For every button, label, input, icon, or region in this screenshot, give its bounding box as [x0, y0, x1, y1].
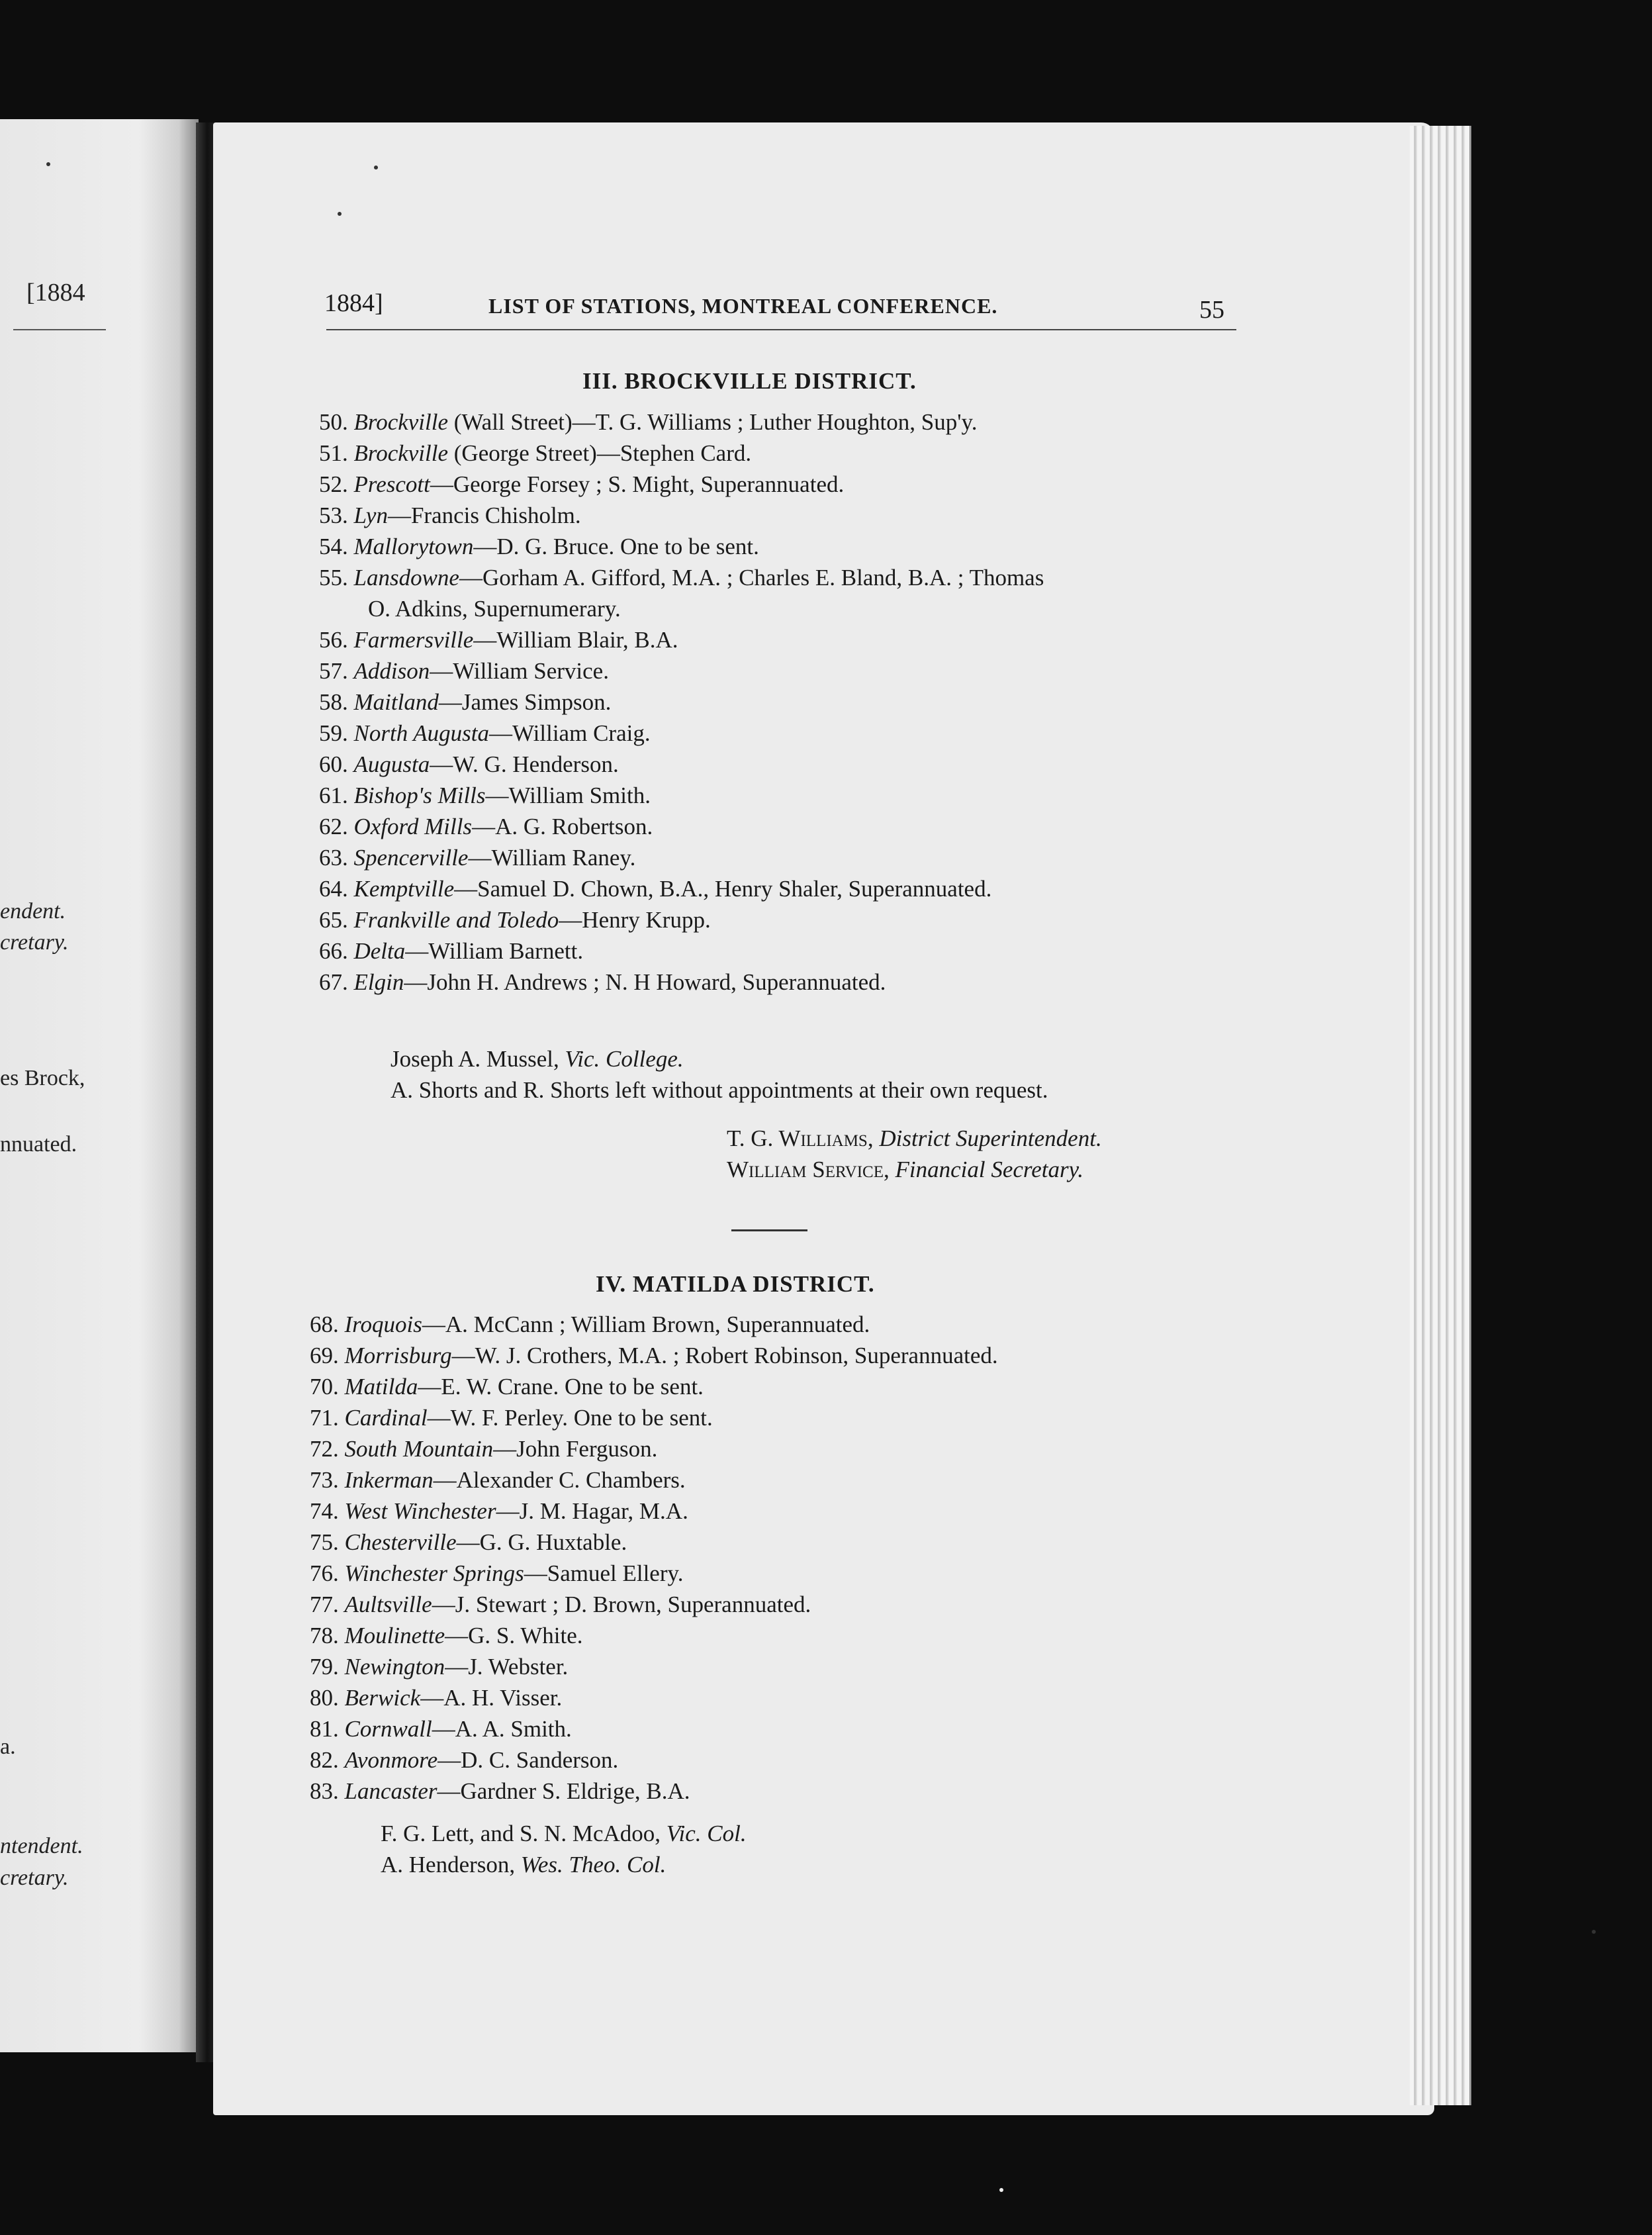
station-entry: [319, 812, 653, 842]
signature-superintendent: T. G. Williams, District Superintendent.: [727, 1125, 1102, 1151]
note-college: Wes. Theo. Col.: [520, 1852, 666, 1878]
station-entry: [319, 532, 759, 562]
scan-speck: [374, 166, 378, 169]
entry-number: 64.: [319, 876, 348, 902]
station-entry: [310, 1621, 583, 1651]
station-appointments: —G. G. Huxtable.: [456, 1529, 627, 1555]
station-appointments: —William Barnett.: [405, 938, 584, 964]
station-entry: [310, 1372, 704, 1402]
entry-number: 63.: [319, 845, 348, 871]
station-appointments: —William Blair, B.A.: [473, 627, 678, 653]
station-appointments: —Alexander C. Chambers.: [433, 1467, 686, 1493]
entry-number: 54.: [319, 534, 348, 559]
station-appointments: —Francis Chisholm.: [387, 502, 581, 528]
signature-name: T. G. Williams: [727, 1125, 868, 1151]
entry-number: 75.: [310, 1529, 339, 1555]
station-name: Addison: [353, 658, 430, 684]
station-entry: [319, 438, 751, 469]
entry-number: 55.: [319, 565, 348, 591]
station-name: Maitland: [353, 689, 439, 715]
station-entry: [310, 1683, 562, 1713]
station-appointments: —Samuel Ellery.: [524, 1560, 684, 1586]
signature-secretary: William Service, Financial Secretary.: [727, 1157, 1083, 1182]
station-appointments: —D. C. Sanderson.: [437, 1747, 619, 1773]
entry-number: 83.: [310, 1778, 339, 1804]
note-college: Vic. Col.: [666, 1821, 747, 1846]
station-appointments: —J. M. Hagar, M.A.: [496, 1498, 688, 1524]
station-name: Mallorytown: [353, 534, 474, 559]
entry-number: 65.: [319, 907, 348, 933]
entry-number: 62.: [319, 814, 348, 839]
station-name: Newington: [344, 1654, 445, 1680]
district-heading: IV. MATILDA DISTRICT.: [596, 1271, 875, 1297]
station-name: Moulinette: [344, 1623, 445, 1648]
entry-number: 80.: [310, 1685, 339, 1711]
station-entry: [319, 625, 678, 655]
entry-number: 82.: [310, 1747, 339, 1773]
running-title: LIST OF STATIONS, MONTREAL CONFERENCE.: [488, 294, 998, 318]
station-name: Inkerman: [344, 1467, 434, 1493]
station-entry: [310, 1590, 811, 1620]
appointment-note: A. Shorts and R. Shorts left without appointments at their own request.: [390, 1077, 1048, 1103]
station-entry: [310, 1465, 686, 1496]
district-heading: III. BROCKVILLE DISTRICT.: [582, 368, 917, 394]
station-name: Augusta: [353, 751, 430, 777]
entry-number: 79.: [310, 1654, 339, 1680]
station-entry: [319, 967, 886, 998]
station-name: North Augusta: [353, 720, 490, 746]
station-appointments: —A. G. Robertson.: [472, 814, 653, 839]
station-appointments: —A. H. Visser.: [420, 1685, 563, 1711]
station-appointments: —G. S. White.: [445, 1623, 583, 1648]
entry-number: 51.: [319, 440, 348, 466]
station-appointments: —James Simpson.: [438, 689, 612, 715]
entry-number: 69.: [310, 1343, 339, 1368]
entry-number: 61.: [319, 783, 348, 808]
section-divider: [731, 1229, 807, 1231]
entry-number: 66.: [319, 938, 348, 964]
station-entry: [319, 718, 651, 749]
note-college: Vic. College.: [565, 1046, 684, 1072]
station-name: Kemptville: [353, 876, 455, 902]
college-note: [381, 1852, 666, 1878]
station-appointments: —William Craig.: [489, 720, 651, 746]
entry-number: 67.: [319, 969, 348, 995]
station-entry: [319, 656, 609, 687]
station-entry: [310, 1434, 657, 1464]
station-name: Brockville: [353, 440, 449, 466]
station-appointments: —D. G. Bruce. One to be sent.: [473, 534, 759, 559]
entry-number: 73.: [310, 1467, 339, 1493]
station-name: Brockville: [353, 409, 449, 435]
station-entry: [310, 1496, 688, 1527]
station-name: Morrisburg: [344, 1343, 452, 1368]
entry-number: 68.: [310, 1311, 339, 1337]
entry-number: 58.: [319, 689, 348, 715]
entry-number: 57.: [319, 658, 348, 684]
station-name: Elgin: [353, 969, 404, 995]
station-entry: [319, 874, 991, 904]
station-entry: [319, 749, 619, 780]
entry-number: 59.: [319, 720, 348, 746]
station-entry: [319, 843, 635, 873]
station-appointments: —J. Stewart ; D. Brown, Superannuated.: [432, 1592, 811, 1617]
station-entry: [310, 1558, 683, 1589]
previous-page-header-rule: [13, 329, 106, 330]
station-entry: [319, 781, 651, 811]
station-name: Lancaster: [344, 1778, 437, 1804]
station-name: Cardinal: [344, 1405, 428, 1431]
station-entry: [319, 500, 581, 531]
station-entry: [319, 407, 978, 438]
entry-number: 77.: [310, 1592, 339, 1617]
station-entry: [310, 1527, 627, 1558]
station-entry: [310, 1403, 713, 1433]
entry-number: 70.: [310, 1374, 339, 1400]
college-note: [381, 1821, 747, 1847]
station-appointments: —William Raney.: [468, 845, 636, 871]
station-appointments: —Gardner S. Eldrige, B.A.: [437, 1778, 690, 1804]
station-entry: [319, 563, 1044, 593]
station-name: Oxford Mills: [353, 814, 473, 839]
scan-speck: [1592, 1930, 1596, 1934]
station-name: Delta: [353, 938, 406, 964]
station-name: Aultsville: [344, 1592, 432, 1617]
station-appointments: —William Smith.: [485, 783, 651, 808]
station-entry-continuation: [368, 594, 621, 624]
entry-number: 76.: [310, 1560, 339, 1586]
station-appointments: (George Street)—Stephen Card.: [448, 440, 752, 466]
signature-role: District Superintendent.: [879, 1125, 1102, 1151]
previous-page-fragment: es Brock,: [0, 1066, 85, 1090]
station-name: South Mountain: [344, 1436, 494, 1462]
note-name: A. Henderson,: [381, 1852, 521, 1878]
college-note: [390, 1046, 684, 1072]
station-appointments: —William Service.: [430, 658, 609, 684]
station-entry: [310, 1745, 618, 1776]
station-appointments: —John Ferguson.: [493, 1436, 658, 1462]
station-name: Farmersville: [353, 627, 474, 653]
station-name: Chesterville: [344, 1529, 457, 1555]
page-edges: [1410, 126, 1471, 2105]
station-entry: [310, 1309, 870, 1340]
station-appointments: —Henry Krupp.: [559, 907, 711, 933]
station-appointments: —W. F. Perley. One to be sent.: [427, 1405, 713, 1431]
previous-page-fragment: a.: [0, 1735, 16, 1759]
station-name: Bishop's Mills: [353, 783, 486, 808]
station-appointments: —W. G. Henderson.: [430, 751, 619, 777]
station-entry: [310, 1652, 568, 1682]
station-name: Lyn: [353, 502, 388, 528]
signature-name: William Service: [727, 1157, 884, 1182]
station-appointments: O. Adkins, Supernumerary.: [368, 596, 621, 622]
previous-page-fragment: ntendent.: [0, 1834, 83, 1858]
station-entry: [310, 1776, 690, 1807]
station-appointments: —J. Webster.: [445, 1654, 569, 1680]
station-appointments: (Wall Street)—T. G. Williams ; Luther Houghton, Sup'y.: [448, 409, 978, 435]
signature-role: Financial Secretary.: [895, 1157, 1083, 1182]
previous-page-fragment: cretary.: [0, 1866, 69, 1890]
station-entry: [319, 905, 711, 935]
station-entry: [310, 1341, 998, 1371]
entry-number: 71.: [310, 1405, 339, 1431]
page-number: 55: [1199, 296, 1224, 324]
station-appointments: —Samuel D. Chown, B.A., Henry Shaler, Superannuated.: [454, 876, 992, 902]
entry-number: 50.: [319, 409, 348, 435]
entry-number: 53.: [319, 502, 348, 528]
note-name: F. G. Lett, and S. N. McAdoo,: [381, 1821, 666, 1846]
entry-number: 74.: [310, 1498, 339, 1524]
scan-speck: [338, 212, 342, 216]
entry-number: 78.: [310, 1623, 339, 1648]
previous-page-fragment: nnuated.: [0, 1132, 77, 1157]
station-entry: [310, 1714, 572, 1744]
station-entry: [319, 469, 844, 500]
station-name: Cornwall: [344, 1716, 432, 1742]
station-name: Matilda: [344, 1374, 418, 1400]
station-appointments: —E. W. Crane. One to be sent.: [418, 1374, 704, 1400]
station-entry: [319, 687, 611, 718]
station-appointments: —A. McCann ; William Brown, Superannuated.: [422, 1311, 870, 1337]
previous-page-fragment: cretary.: [0, 930, 69, 955]
entry-number: 56.: [319, 627, 348, 653]
scan-speck: [999, 2188, 1003, 2192]
station-name: West Winchester: [344, 1498, 496, 1524]
station-name: Frankville and Toledo: [353, 907, 559, 933]
entry-number: 72.: [310, 1436, 339, 1462]
header-year: 1884]: [324, 289, 383, 317]
entry-number: 52.: [319, 471, 348, 497]
entry-number: 60.: [319, 751, 348, 777]
station-name: Spencerville: [353, 845, 469, 871]
station-appointments: —Gorham A. Gifford, M.A. ; Charles E. Bland, B.A. ; Thomas: [459, 565, 1044, 591]
note-name: Joseph A. Mussel,: [390, 1046, 565, 1072]
station-appointments: —George Forsey ; S. Might, Superannuated.: [430, 471, 845, 497]
station-entry: [319, 936, 583, 967]
station-appointments: —A. A. Smith.: [432, 1716, 572, 1742]
scan-speck: [46, 162, 50, 166]
station-name: Winchester Springs: [344, 1560, 524, 1586]
entry-number: 81.: [310, 1716, 339, 1742]
header-rule: [326, 329, 1236, 330]
station-name: Berwick: [344, 1685, 421, 1711]
station-appointments: —W. J. Crothers, M.A. ; Robert Robinson, Superannuated.: [451, 1343, 998, 1368]
station-name: Lansdowne: [353, 565, 459, 591]
station-name: Avonmore: [344, 1747, 438, 1773]
previous-page-year: [1884: [26, 279, 85, 307]
previous-page-fragment: endent.: [0, 899, 66, 924]
station-name: Iroquois: [344, 1311, 422, 1337]
station-name: Prescott: [353, 471, 430, 497]
station-appointments: —John H. Andrews ; N. H Howard, Superannuated.: [404, 969, 886, 995]
